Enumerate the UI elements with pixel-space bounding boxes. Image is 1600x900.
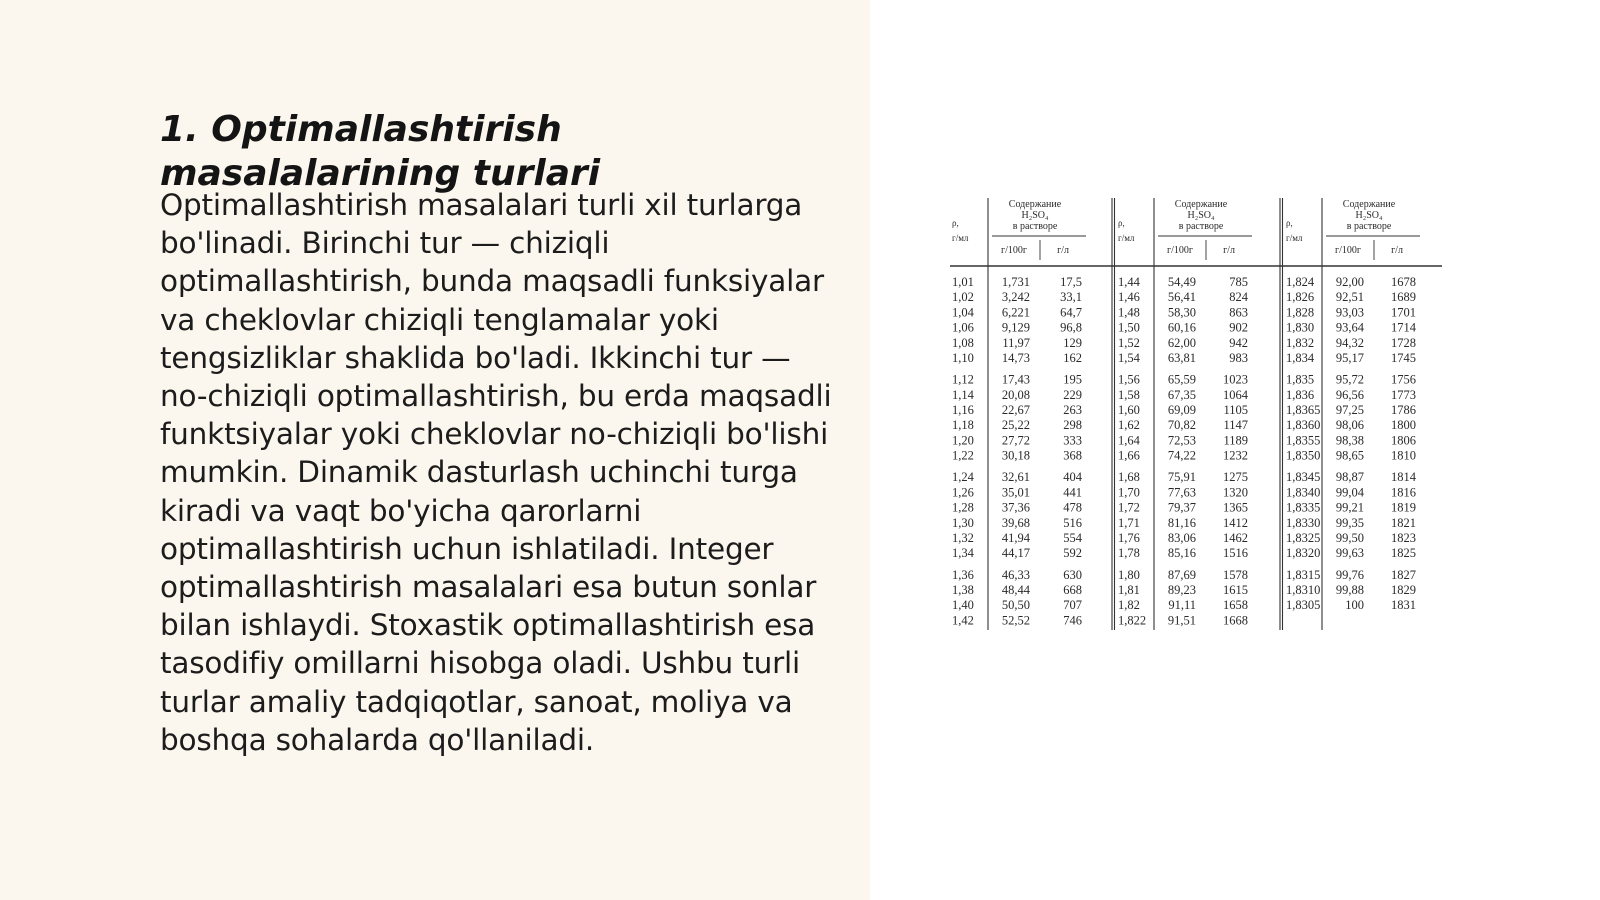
content-g100g-value: 35,01 — [1001, 485, 1030, 500]
content-gl-value: 1831 — [1391, 598, 1416, 613]
content-g100g-value: 93,03 — [1335, 305, 1364, 320]
density-value: 1,66 — [1118, 448, 1140, 463]
content-gl-value: 298 — [1063, 418, 1082, 433]
content-gl-value: 1189 — [1223, 433, 1248, 448]
content-g100g-value: 27,72 — [1001, 433, 1030, 448]
content-g100g-value: 9,129 — [1001, 320, 1030, 335]
content-g100g-value: 81,16 — [1167, 515, 1196, 530]
content-g100g-value: 95,17 — [1335, 351, 1364, 365]
content-gl-value: 1578 — [1223, 567, 1248, 582]
content-gl-value: 1064 — [1223, 387, 1248, 402]
content-g100g-value: 63,81 — [1167, 351, 1196, 365]
content-g100g-value: 14,73 — [1001, 351, 1030, 365]
content-g100g-value: 99,35 — [1335, 515, 1364, 530]
density-value: 1,06 — [952, 320, 974, 335]
density-value: 1,48 — [1118, 305, 1140, 320]
content-header-line: в растворе — [1346, 221, 1392, 232]
content-gl-value: 478 — [1063, 500, 1082, 515]
density-value: 1,80 — [1118, 567, 1140, 582]
density-value: 1,20 — [952, 433, 974, 448]
density-value: 1,01 — [952, 275, 974, 289]
density-value: 1,56 — [1118, 372, 1140, 387]
density-value: 1,04 — [952, 305, 974, 320]
content-g100g-value: 6,221 — [1001, 305, 1030, 320]
content-g100g-value: 98,65 — [1335, 448, 1364, 463]
density-value: 1,64 — [1118, 433, 1140, 448]
density-value: 1,8325 — [1286, 531, 1321, 545]
content-gl-value: 1829 — [1391, 583, 1416, 597]
content-gl-value: 333 — [1063, 433, 1082, 448]
content-header-line: H₂SO₄ — [1021, 210, 1049, 221]
density-value: 1,14 — [952, 387, 974, 402]
density-value: 1,8335 — [1286, 500, 1321, 515]
content-gl-value: 1728 — [1391, 335, 1416, 350]
density-value: 1,8305 — [1286, 598, 1321, 613]
density-value: 1,12 — [952, 372, 974, 387]
content-g100g-value: 44,17 — [1001, 546, 1030, 561]
content-g100g-value: 91,51 — [1167, 613, 1196, 628]
content-gl-value: 1516 — [1223, 546, 1248, 561]
content-gl-value: 1819 — [1391, 500, 1416, 515]
content-gl-value: 1810 — [1391, 448, 1416, 463]
content-gl-value: 1462 — [1223, 531, 1248, 545]
content-gl-value: 983 — [1229, 351, 1248, 365]
density-value: 1,835 — [1286, 372, 1315, 387]
density-value: 1,68 — [1118, 470, 1140, 485]
content-g100g-value: 91,11 — [1168, 598, 1196, 613]
density-value: 1,834 — [1286, 351, 1315, 365]
density-header-symbol: ρ, — [952, 218, 959, 228]
density-value: 1,24 — [952, 470, 974, 485]
content-gl-value: 1827 — [1391, 567, 1416, 582]
density-value: 1,62 — [1118, 418, 1140, 433]
content-gl-value: 129 — [1063, 335, 1082, 350]
content-g100g-value: 32,61 — [1001, 470, 1030, 485]
content-g100g-value: 94,32 — [1335, 335, 1364, 350]
content-gl-value: 263 — [1063, 403, 1082, 417]
density-value: 1,50 — [1118, 320, 1140, 335]
density-value: 1,8350 — [1286, 448, 1321, 463]
density-value: 1,8355 — [1286, 433, 1321, 448]
content-g100g-value: 25,22 — [1001, 418, 1030, 433]
content-gl-value: 1814 — [1391, 470, 1416, 485]
content-gl-value: 195 — [1063, 372, 1082, 387]
content-header-line: H₂SO₄ — [1355, 210, 1383, 221]
content-g100g-value: 30,18 — [1001, 448, 1030, 463]
content-header-line: в растворе — [1178, 221, 1224, 232]
content-g100g-value: 60,16 — [1167, 320, 1196, 335]
content-g100g-value: 97,25 — [1335, 403, 1364, 417]
content-gl-value: 441 — [1063, 485, 1082, 500]
content-g100g-value: 83,06 — [1167, 531, 1196, 545]
density-value: 1,52 — [1118, 335, 1140, 350]
content-gl-value: 1823 — [1391, 531, 1416, 545]
content-gl-value: 554 — [1063, 531, 1082, 545]
density-value: 1,81 — [1118, 583, 1140, 597]
content-gl-value: 17,5 — [1060, 275, 1082, 289]
content-gl-value: 1745 — [1391, 351, 1416, 365]
density-value: 1,71 — [1118, 515, 1140, 530]
content-g100g-value: 20,08 — [1001, 387, 1030, 402]
subheader-g100g: г/100г — [1335, 245, 1361, 256]
content-g100g-value: 92,00 — [1335, 275, 1364, 289]
density-value: 1,822 — [1118, 613, 1147, 628]
content-gl-value: 707 — [1063, 598, 1082, 613]
content-g100g-value: 99,88 — [1335, 583, 1364, 597]
content-g100g-value: 56,41 — [1167, 290, 1196, 305]
content-g100g-value: 98,38 — [1335, 433, 1364, 448]
density-value: 1,8360 — [1286, 418, 1321, 433]
content-gl-value: 1275 — [1223, 470, 1248, 485]
content-g100g-value: 54,49 — [1167, 275, 1196, 289]
content-gl-value: 1806 — [1391, 433, 1416, 448]
sulfuric-acid-density-table — [950, 198, 1450, 646]
content-g100g-value: 99,63 — [1335, 546, 1364, 561]
content-g100g-value: 99,04 — [1335, 485, 1364, 500]
content-gl-value: 942 — [1229, 335, 1248, 350]
subheader-g100g: г/100г — [1001, 245, 1027, 256]
content-g100g-value: 52,52 — [1001, 613, 1030, 628]
subheader-g100g: г/100г — [1167, 245, 1193, 256]
density-header-unit: г/мл — [1118, 233, 1135, 243]
content-g100g-value: 93,64 — [1335, 320, 1364, 335]
content-gl-value: 96,8 — [1060, 320, 1082, 335]
density-header-unit: г/мл — [952, 233, 969, 243]
content-gl-value: 630 — [1063, 567, 1082, 582]
content-header-line: H₂SO₄ — [1187, 210, 1215, 221]
density-value: 1,02 — [952, 290, 974, 305]
content-gl-value: 33,1 — [1060, 290, 1082, 305]
content-g100g-value: 67,35 — [1167, 387, 1196, 402]
density-value: 1,22 — [952, 448, 974, 463]
content-gl-value: 64,7 — [1060, 305, 1082, 320]
content-gl-value: 1701 — [1391, 305, 1416, 320]
content-g100g-value: 22,67 — [1001, 403, 1030, 417]
density-value: 1,8345 — [1286, 470, 1321, 485]
content-gl-value: 592 — [1063, 546, 1082, 561]
content-g100g-value: 99,50 — [1335, 531, 1364, 545]
content-gl-value: 1615 — [1223, 583, 1248, 597]
density-value: 1,836 — [1286, 387, 1315, 402]
content-gl-value: 1714 — [1391, 320, 1416, 335]
slide-title: 1. Optimallashtirish masalalarining turlari — [160, 109, 601, 194]
content-gl-value: 1786 — [1391, 403, 1416, 417]
density-value: 1,8315 — [1286, 567, 1321, 582]
content-g100g-value: 95,72 — [1335, 372, 1364, 387]
content-g100g-value: 75,91 — [1167, 470, 1196, 485]
content-gl-value: 1773 — [1391, 387, 1416, 402]
content-g100g-value: 100 — [1345, 598, 1364, 613]
content-gl-value: 368 — [1063, 448, 1082, 463]
content-gl-value: 1825 — [1391, 546, 1416, 561]
content-gl-value: 824 — [1229, 290, 1248, 305]
density-value: 1,38 — [952, 583, 974, 597]
density-header-symbol: ρ, — [1286, 218, 1293, 228]
subheader-gl: г/л — [1223, 245, 1235, 256]
content-gl-value: 785 — [1229, 275, 1248, 289]
density-value: 1,76 — [1118, 531, 1140, 545]
content-header-line: Содержание — [1342, 199, 1396, 210]
density-value: 1,16 — [952, 403, 974, 417]
density-header-unit: г/мл — [1286, 233, 1303, 243]
content-header-line: Содержание — [1008, 199, 1062, 210]
density-value: 1,08 — [952, 335, 974, 350]
content-header-line: Содержание — [1174, 199, 1228, 210]
content-g100g-value: 98,87 — [1335, 470, 1364, 485]
content-g100g-value: 11,97 — [1002, 335, 1030, 350]
content-g100g-value: 96,56 — [1335, 387, 1364, 402]
content-g100g-value: 58,30 — [1167, 305, 1196, 320]
content-gl-value: 1412 — [1223, 515, 1248, 530]
content-g100g-value: 99,21 — [1335, 500, 1364, 515]
content-gl-value: 902 — [1229, 320, 1248, 335]
density-value: 1,78 — [1118, 546, 1140, 561]
density-value: 1,44 — [1118, 275, 1140, 289]
content-gl-value: 1232 — [1223, 448, 1248, 463]
content-gl-value: 1821 — [1391, 515, 1416, 530]
density-value: 1,8340 — [1286, 485, 1321, 500]
density-value: 1,10 — [952, 351, 974, 365]
density-value: 1,40 — [952, 598, 974, 613]
content-g100g-value: 3,242 — [1001, 290, 1030, 305]
content-g100g-value: 41,94 — [1001, 531, 1030, 545]
content-g100g-value: 74,22 — [1167, 448, 1196, 463]
content-gl-value: 1668 — [1223, 613, 1248, 628]
density-value: 1,26 — [952, 485, 974, 500]
density-value: 1,8330 — [1286, 515, 1321, 530]
content-g100g-value: 72,53 — [1167, 433, 1196, 448]
subheader-gl: г/л — [1391, 245, 1403, 256]
density-value: 1,54 — [1118, 351, 1140, 365]
content-gl-value: 229 — [1063, 387, 1082, 402]
density-value: 1,34 — [952, 546, 974, 561]
content-g100g-value: 79,37 — [1167, 500, 1196, 515]
content-gl-value: 1756 — [1391, 372, 1416, 387]
content-gl-value: 746 — [1063, 613, 1082, 628]
density-value: 1,8320 — [1286, 546, 1321, 561]
density-value: 1,30 — [952, 515, 974, 530]
density-value: 1,32 — [952, 531, 974, 545]
content-g100g-value: 48,44 — [1001, 583, 1030, 597]
content-g100g-value: 99,76 — [1335, 567, 1364, 582]
content-g100g-value: 77,63 — [1167, 485, 1196, 500]
content-gl-value: 863 — [1229, 305, 1248, 320]
slide-body-text: Optimallashtirish masalalari turli xil turlarga bo'linadi. Birinchi tur — chiziqli optimallashtirish, bunda maqsadli funksiyalar va cheklovlar chiziqli tenglamalar yoki tengsizliklar shaklida bo'ladi. Ikkinchi tur — no-chiziqli optimallashtirish, bu erda maqsadli funktsiyalar yoki cheklovlar no-chiziqli bo'lishi mumkin. Dinamik dasturlash uchinchi turga kiradi va vaqt bo'yicha qarorlarni optimallashtirish uchun ishlatiladi. Integer optimallashtirish masalalari esa butun sonlar bilan ishlaydi. Stoxastik optimallashtirish esa tasodifiy omillarni hisobga oladi. Ushbu turli turlar amaliy tadqiqotlar, sanoat, moliya va boshqa sohalarda qo'llaniladi. — [160, 188, 832, 757]
density-value: 1,70 — [1118, 485, 1140, 500]
content-g100g-value: 37,36 — [1001, 500, 1030, 515]
content-gl-value: 162 — [1063, 351, 1082, 365]
content-g100g-value: 39,68 — [1001, 515, 1030, 530]
density-value: 1,824 — [1286, 275, 1315, 289]
density-value: 1,830 — [1286, 320, 1315, 335]
density-value: 1,42 — [952, 613, 974, 628]
content-g100g-value: 46,33 — [1001, 567, 1030, 582]
density-value: 1,18 — [952, 418, 974, 433]
content-gl-value: 516 — [1063, 515, 1082, 530]
content-g100g-value: 87,69 — [1167, 567, 1196, 582]
content-g100g-value: 1,731 — [1001, 275, 1030, 289]
density-value: 1,36 — [952, 567, 974, 582]
density-value: 1,828 — [1286, 305, 1315, 320]
content-g100g-value: 17,43 — [1001, 372, 1030, 387]
density-value: 1,60 — [1118, 403, 1140, 417]
content-gl-value: 1147 — [1223, 418, 1248, 433]
content-gl-value: 1816 — [1391, 485, 1416, 500]
density-value: 1,28 — [952, 500, 974, 515]
density-value: 1,58 — [1118, 387, 1140, 402]
density-value: 1,826 — [1286, 290, 1315, 305]
content-g100g-value: 69,09 — [1167, 403, 1196, 417]
content-gl-value: 404 — [1063, 470, 1082, 485]
subheader-gl: г/л — [1057, 245, 1069, 256]
content-gl-value: 1658 — [1223, 598, 1248, 613]
density-header-symbol: ρ, — [1118, 218, 1125, 228]
table-graphic — [950, 198, 1450, 646]
content-gl-value: 1800 — [1391, 418, 1416, 433]
content-g100g-value: 70,82 — [1167, 418, 1196, 433]
content-g100g-value: 62,00 — [1167, 335, 1196, 350]
density-value: 1,8365 — [1286, 403, 1321, 417]
content-g100g-value: 89,23 — [1167, 583, 1196, 597]
content-gl-value: 1105 — [1223, 403, 1248, 417]
content-gl-value: 1678 — [1391, 275, 1416, 289]
density-value: 1,8310 — [1286, 583, 1321, 597]
content-gl-value: 1365 — [1223, 500, 1248, 515]
content-header-line: в растворе — [1012, 221, 1058, 232]
content-g100g-value: 98,06 — [1335, 418, 1364, 433]
density-value: 1,82 — [1118, 598, 1140, 613]
density-value: 1,832 — [1286, 335, 1315, 350]
content-g100g-value: 85,16 — [1167, 546, 1196, 561]
density-value: 1,72 — [1118, 500, 1140, 515]
content-gl-value: 668 — [1063, 583, 1082, 597]
content-gl-value: 1689 — [1391, 290, 1416, 305]
density-value: 1,46 — [1118, 290, 1140, 305]
content-g100g-value: 50,50 — [1001, 598, 1030, 613]
content-gl-value: 1023 — [1223, 372, 1248, 387]
content-g100g-value: 92,51 — [1335, 290, 1364, 305]
content-g100g-value: 65,59 — [1167, 372, 1196, 387]
content-gl-value: 1320 — [1223, 485, 1248, 500]
